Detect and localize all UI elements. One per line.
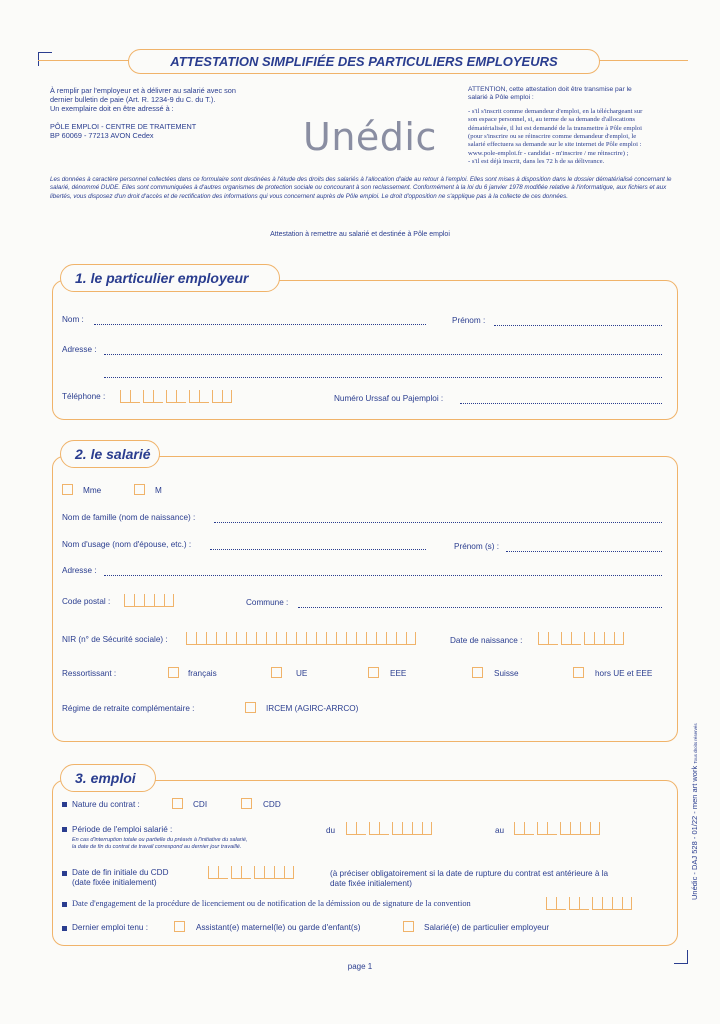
- contract-nature-label: Nature du contrat :: [72, 800, 140, 809]
- employee-address-label: Adresse :: [62, 566, 97, 575]
- cdd-checkbox[interactable]: [241, 798, 252, 809]
- delivery-note: Attestation à remettre au salarié et destinée à Pôle emploi: [270, 231, 450, 238]
- crop-mark-top-left: [38, 52, 52, 66]
- employer-phone-field[interactable]: [120, 390, 232, 403]
- employment-period-note: En cas d'interruption totale ou partielle du préavis à l'initiative du salarié, la date de fin du contrat de travail correspond au dernier jour travaillé.: [72, 837, 248, 850]
- nir-label: NIR (n° de Sécurité sociale) :: [62, 635, 168, 644]
- employer-address-field-1[interactable]: [104, 354, 662, 355]
- employer-name-field[interactable]: [94, 324, 426, 325]
- cdd-end-date-label: Date de fin initiale du CDD (date fixée initialement): [72, 868, 169, 887]
- employer-firstname-field[interactable]: [494, 325, 662, 326]
- period-to-label: au: [495, 826, 505, 835]
- employment-period-label: Période de l'emploi salarié :: [72, 825, 173, 834]
- form-reference-code: Unédic - DAJ 528 - 01/22 - men art work Tous droits réservés: [690, 723, 699, 900]
- nationality-suisse-label: Suisse: [494, 669, 519, 678]
- nationality-francais-checkbox[interactable]: [168, 667, 179, 678]
- urssaf-field[interactable]: [460, 403, 662, 404]
- m-label: M: [155, 486, 162, 495]
- employee-firstnames-field[interactable]: [506, 551, 662, 552]
- nationality-ue-checkbox[interactable]: [271, 667, 282, 678]
- nir-field[interactable]: [186, 632, 416, 645]
- employer-phone-label: Téléphone :: [62, 392, 106, 401]
- nationality-eee-label: EEE: [390, 669, 407, 678]
- urssaf-label: Numéro Urssaf ou Pajemploi :: [334, 394, 444, 403]
- usage-name-label: Nom d'usage (nom d'épouse, etc.) :: [62, 540, 192, 549]
- unedic-logo: Unédic: [303, 115, 437, 159]
- cdd-end-date-field[interactable]: [208, 866, 294, 879]
- assistant-label: Assistant(e) maternel(le) ou garde d'enfant(s): [196, 923, 361, 932]
- nationality-eee-checkbox[interactable]: [368, 667, 379, 678]
- attention-note: ATTENTION, cette attestation doit être transmise par le salarié à Pôle emploi : - s'il s'inscrit comme demandeur d'emploi, en la téléchargeant sur son espace personnel, si, au terme de sa demande d'allocations dématérialisée, il lui est demandé de la transmettre à Pôle emploi (pour s'inscrire ou se réinscrire comme demandeur d'emploi, le salarié effectuera sa demande sur le site internet de Pôle emploi : www.pole-emploi.fr - candidat - m'inscrire / me réinscrire) ; - s'il est déjà inscrit, dans les 72 h de sa délivrance.: [468, 86, 643, 166]
- cdi-label: CDI: [193, 800, 208, 809]
- nationality-hors-ue-checkbox[interactable]: [573, 667, 584, 678]
- nationality-suisse-checkbox[interactable]: [472, 667, 483, 678]
- birth-date-field[interactable]: [538, 632, 624, 645]
- form-title: ATTESTATION SIMPLIFIÉE DES PARTICULIERS EMPLOYEURS: [128, 49, 600, 74]
- assistant-checkbox[interactable]: [174, 921, 185, 932]
- last-job-label: Dernier emploi tenu :: [72, 923, 148, 932]
- procedure-date-label: Date d'engagement de la procédure de licenciement ou de notification de la démission ou de signature de la convention: [72, 899, 471, 908]
- usage-name-field[interactable]: [210, 549, 426, 550]
- section-employment-title: 3. emploi: [60, 764, 156, 792]
- salarie-particulier-label: Salarié(e) de particulier employeur: [424, 923, 550, 932]
- bullet: [62, 802, 67, 807]
- employer-address-label: Adresse :: [62, 345, 97, 354]
- ircem-label: IRCEM (AGIRC-ARRCO): [266, 704, 359, 713]
- birth-date-label: Date de naissance :: [450, 636, 523, 645]
- employer-name-label: Nom :: [62, 315, 84, 324]
- employer-address-field-2[interactable]: [104, 377, 662, 378]
- ircem-checkbox[interactable]: [245, 702, 256, 713]
- privacy-notice: Les données à caractère personnel collectées dans ce formulaire sont destinées à l'étude des droits des salariés à l'allocation d'aide au retour à l'emploi. Elles sont mises à disposition dans le dossier dématérialisé concernant le salarié, dénommé DUDE. Elles sont communiquées à d'autres organismes de protection sociale ou concourant à son reclassement. Conformément à la loi du 6 janvier 1978 modifiée relative à l'informatique, aux fichiers et aux libertés, vous disposez d'un droit d'accès et de rectification des informations qui vous concernent auprès de Pôle emploi. Le droit d'opposition ne s'applique pas à la collecte de ces données.: [50, 176, 672, 200]
- salarie-particulier-checkbox[interactable]: [403, 921, 414, 932]
- bullet: [62, 926, 67, 931]
- period-from-label: du: [326, 826, 336, 835]
- employer-firstname-label: Prénom :: [452, 316, 486, 325]
- period-from-field[interactable]: [346, 822, 432, 835]
- section-employee-title: 2. le salarié: [60, 440, 160, 468]
- bullet: [62, 827, 67, 832]
- nationality-label: Ressortissant :: [62, 669, 117, 678]
- commune-field[interactable]: [298, 607, 662, 608]
- section-employment: [52, 780, 678, 946]
- retirement-regime-label: Régime de retraite complémentaire :: [62, 704, 195, 713]
- mme-label: Mme: [83, 486, 102, 495]
- m-checkbox[interactable]: [134, 484, 145, 495]
- period-to-field[interactable]: [514, 822, 600, 835]
- mme-checkbox[interactable]: [62, 484, 73, 495]
- cdd-end-date-note: (à préciser obligatoirement si la date de rupture du contrat est antérieure à la date fixée initialement): [330, 869, 609, 888]
- family-name-label: Nom de famille (nom de naissance) :: [62, 513, 196, 522]
- nationality-ue-label: UE: [296, 669, 308, 678]
- employee-address-field[interactable]: [104, 575, 662, 576]
- nationality-hors-ue-label: hors UE et EEE: [595, 669, 653, 678]
- employer-instructions: À remplir par l'employeur et à délivrer au salarié avec son dernier bulletin de paie (Art. R. 1234-9 du C. du T.). Un exemplaire doit en être adressé à : PÔLE EMPLOI - CENTRE DE TRAITEMENT BP 60069 - 77213 AVON Cedex: [50, 86, 236, 140]
- crop-mark-bottom-right: [674, 950, 688, 964]
- cdi-checkbox[interactable]: [172, 798, 183, 809]
- section-employer-title: 1. le particulier employeur: [60, 264, 280, 292]
- procedure-date-field[interactable]: [546, 897, 632, 910]
- bullet: [62, 902, 67, 907]
- family-name-field[interactable]: [214, 522, 662, 523]
- nationality-francais-label: français: [188, 669, 217, 678]
- employee-firstnames-label: Prénom (s) :: [454, 542, 500, 551]
- postal-code-field[interactable]: [124, 594, 174, 607]
- commune-label: Commune :: [246, 598, 289, 607]
- bullet: [62, 871, 67, 876]
- page-number: page 1: [347, 962, 373, 971]
- postal-code-label: Code postal :: [62, 597, 111, 606]
- cdd-label: CDD: [263, 800, 281, 809]
